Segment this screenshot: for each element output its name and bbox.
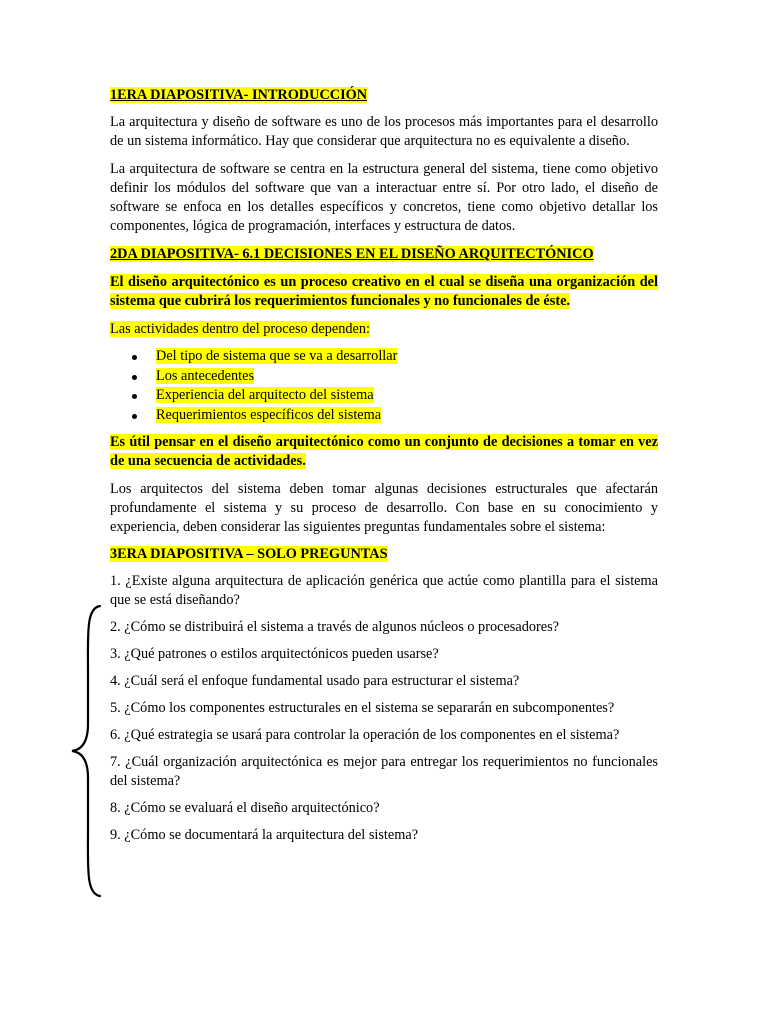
bullet-icon bbox=[132, 375, 137, 380]
document-page bbox=[110, 86, 658, 845]
list-item: Experiencia del arquitecto del sistema bbox=[110, 386, 658, 406]
section2-heading: 2DA DIAPOSITIVA- 6.1 DECISIONES EN EL DISEÑO ARQUITECTÓNICO bbox=[110, 246, 594, 262]
list-item: Del tipo de sistema que se va a desarrollar bbox=[110, 347, 658, 367]
bullet-icon bbox=[132, 355, 137, 360]
section3-heading: 3ERA DIAPOSITIVA – SOLO PREGUNTAS bbox=[110, 546, 388, 562]
section2-bold-paragraph-2: Es útil pensar en el diseño arquitectónico como un conjunto de decisiones a tomar en vez de una secuencia de actividades. bbox=[110, 434, 658, 469]
question-item: 3. ¿Qué patrones o estilos arquitectónicos pueden usarse? bbox=[110, 646, 439, 662]
question-item: 7. ¿Cuál organización arquitectónica es mejor para entregar los requerimientos no funcionales del sistema? bbox=[110, 754, 658, 789]
list-item: Requerimientos específicos del sistema bbox=[110, 406, 658, 426]
question-item: 5. ¿Cómo los componentes estructurales en el sistema se separarán en subcomponentes? bbox=[110, 700, 615, 716]
curly-brace-icon bbox=[66, 604, 108, 898]
question-item: 2. ¿Cómo se distribuirá el sistema a través de algunos núcleos o procesadores? bbox=[110, 619, 560, 635]
activities-list bbox=[110, 347, 658, 425]
list-item: Los antecedentes bbox=[110, 367, 658, 387]
question-item: 4. ¿Cuál será el enfoque fundamental usado para estructurar el sistema? bbox=[110, 673, 520, 689]
section1-paragraph-1: La arquitectura y diseño de software es uno de los procesos más importantes para el desarrollo de un sistema informático. Hay que considerar que arquitectura no es equivalente a diseño. bbox=[110, 114, 658, 149]
question-item: 6. ¿Qué estrategia se usará para controlar la operación de los componentes en el sistema? bbox=[110, 727, 620, 743]
questions-list bbox=[110, 572, 658, 845]
bullet-icon bbox=[132, 414, 137, 419]
section1-heading: 1ERA DIAPOSITIVA- INTRODUCCIÓN bbox=[110, 87, 368, 103]
section2-bold-paragraph: El diseño arquitectónico es un proceso creativo en el cual se diseña una organización del sistema que cubrirá los requerimientos funcionales y no funcionales de éste. bbox=[110, 274, 658, 309]
question-item: 1. ¿Existe alguna arquitectura de aplicación genérica que actúe como plantilla para el sistema que se está diseñando? bbox=[110, 573, 658, 608]
bullet-icon bbox=[132, 394, 137, 399]
question-item: 9. ¿Cómo se documentará la arquitectura del sistema? bbox=[110, 827, 419, 843]
section2-paragraph-3: Los arquitectos del sistema deben tomar algunas decisiones estructurales que afectarán profundamente el sistema y su proceso de desarrollo. Con base en su conocimiento y experiencia, deben considerar las siguientes preguntas fundamentales sobre el sistema: bbox=[110, 481, 658, 535]
question-item: 8. ¿Cómo se evaluará el diseño arquitectónico? bbox=[110, 800, 380, 816]
section1-paragraph-2: La arquitectura de software se centra en la estructura general del sistema, tiene como objetivo definir los módulos del software que van a interactuar entre sí. Por otro lado, el diseño de software se enfoca en los detalles específicos y concretos, tiene como objetivo detallar los componentes, lógica de programación, interfaces y estructura de datos. bbox=[110, 161, 658, 234]
section2-intro: Las actividades dentro del proceso dependen: bbox=[110, 321, 371, 337]
